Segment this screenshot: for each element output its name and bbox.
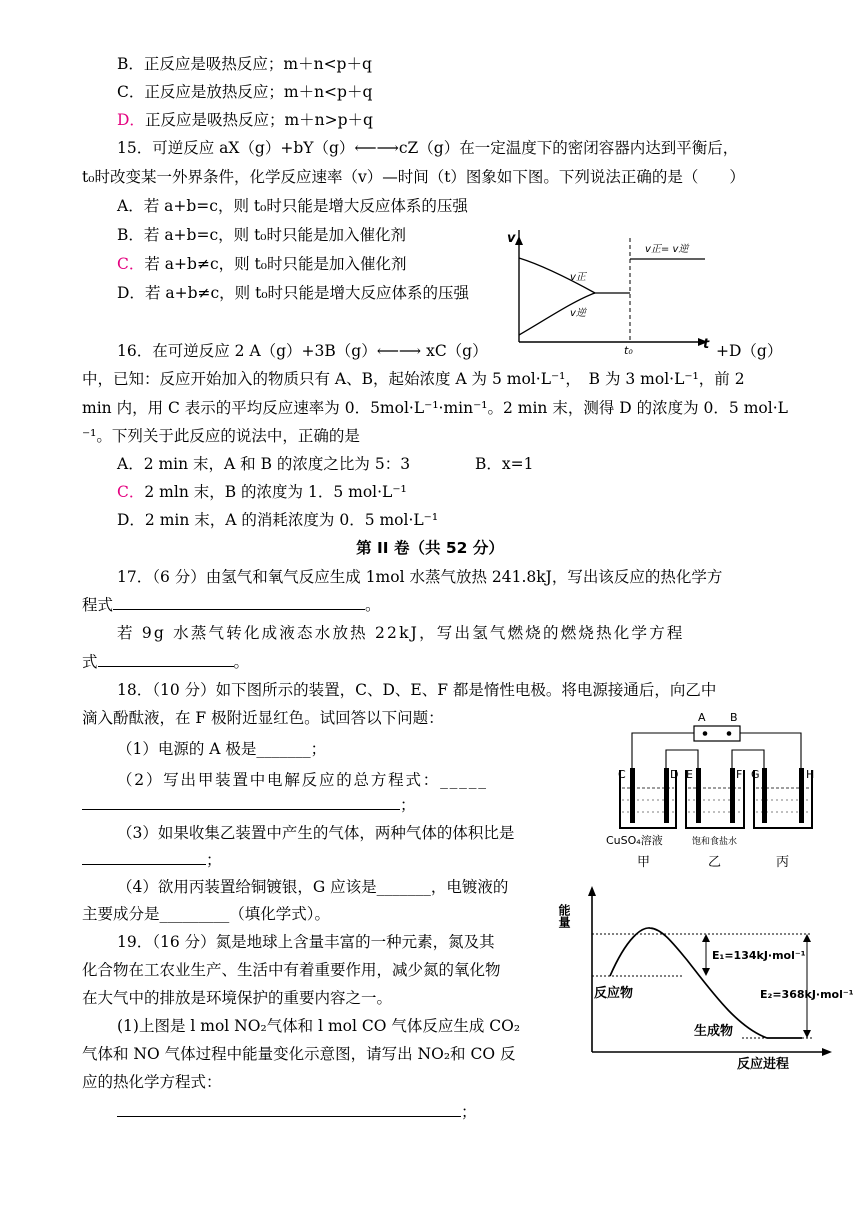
q18-sub2-blank-line: ； <box>82 794 416 816</box>
q15-x-axis-label: t <box>703 337 710 352</box>
wire-f-to-g <box>732 750 764 768</box>
q18-sub4-line2: 主要成分是_________（填化学式）。 <box>82 905 331 923</box>
q18-sub3-blank-line: ； <box>82 849 222 871</box>
electrode-g <box>762 768 767 823</box>
svg-text:E: E <box>686 768 693 781</box>
apparatus-bing-label: 丙 <box>776 855 790 870</box>
q15-equilibrium-label: v正= v逆 <box>645 244 689 255</box>
solution-yi-label: 饱和食盐水 <box>692 837 738 847</box>
svg-text:B: B <box>730 711 738 724</box>
q17-line3: 若 9g 水蒸气转化成液态水放热 22kJ，写出氢气燃烧的燃烧热化学方程 <box>117 624 685 642</box>
q18-sub2: （2）写出甲装置中电解反应的总方程式：_____ <box>117 771 488 789</box>
q14-option-c: C．正反应是放热反应；m＋n<p＋q <box>117 83 373 101</box>
q19-line2: 化合物在工农业生产、生活中有着重要作用，减少氮的氧化物 <box>82 961 501 979</box>
q15-stem-line1: 15．可逆反应 aX（g）+bY（g）⟵⟶cZ（g）在一定温度下的密闭容器内达到平衡后， <box>117 139 739 157</box>
energy-axis-label: 能量 <box>557 904 571 928</box>
electrode-f <box>730 768 735 823</box>
q18-electrolysis-apparatus <box>604 708 844 873</box>
q18-sub4: （4）欲用丙装置给铜镀银，G 应该是_______，电镀液的 <box>117 878 509 896</box>
power-supply <box>694 726 740 741</box>
q19-energy-diagram <box>557 882 854 1072</box>
q14-option-b: B．正反应是吸热反应；m＋n<p＋q <box>117 55 372 73</box>
q15-y-axis-label: v <box>507 231 516 246</box>
products-label: 生成物 <box>694 1024 734 1039</box>
q15-option-a: A．若 a+b=c，则 t₀时只能是增大反应体系的压强 <box>117 197 468 215</box>
q16-stem-line1-tail: +D（g） <box>716 342 783 360</box>
electrode-e <box>696 768 701 823</box>
q15-option-b: B．若 a+b=c，则 t₀时只能是加入催化剂 <box>117 226 407 244</box>
q19-line3: 在大气中的排放是环境保护的重要内容之一。 <box>82 989 393 1007</box>
q19-line1: 19．（16 分）氮是地球上含量丰富的一种元素，氮及其 <box>117 933 495 951</box>
q16-option-d: D．2 min 末，A 的消耗浓度为 0．5 mol·L⁻¹ <box>117 511 439 529</box>
q16-stem-line3: min 内，用 C 表示的平均反应速率为 0．5mol·L⁻¹·min⁻¹。2 min 末，测得 D 的浓度为 0．5 mol·L <box>82 399 788 417</box>
q16-option-c: C．2 mln 末，B 的浓度为 1．5 mol·L⁻¹ <box>117 483 407 501</box>
q16-option-a: A．2 min 末，A 和 B 的浓度之比为 5：3 <box>117 455 411 473</box>
apparatus-yi-label: 乙 <box>708 855 722 870</box>
apparatus-jia-label: 甲 <box>637 855 651 870</box>
q18-sub3: （3）如果收集乙装置中产生的气体，两种气体的体积比是 <box>117 824 515 842</box>
svg-text:H: H <box>806 768 815 781</box>
svg-text:A: A <box>698 711 706 724</box>
q15-t0-label: t₀ <box>624 344 633 357</box>
svg-text:C: C <box>618 768 626 781</box>
e1-label: E₁=134kJ·mol⁻¹ <box>712 949 806 962</box>
q19-line5: 气体和 NO 气体过程中能量变化示意图，请写出 NO₂和 CO 反 <box>82 1045 516 1063</box>
electrode-d <box>664 768 669 823</box>
q17-line2: 程式 。 <box>82 596 381 614</box>
q15-v-forward-label: v正 <box>570 272 586 283</box>
q15-option-d: D．若 a+b≠c，则 t₀时只能是增大反应体系的压强 <box>117 284 470 302</box>
svg-text:D: D <box>670 768 679 781</box>
q15-v-reverse-label: v逆 <box>570 308 586 319</box>
wire-d-to-e <box>666 750 698 768</box>
solution-jia-label: CuSO₄溶液 <box>606 834 663 847</box>
q15-stem-line2: t₀时改变某一外界条件，化学反应速率（v）—时间（t）图象如下图。下列说法正确的是（ ） <box>82 168 745 186</box>
q15-vt-graph <box>505 230 715 355</box>
q19-line6: 应的热化学方程式： <box>82 1073 222 1091</box>
q17-line4: 式 。 <box>82 653 250 671</box>
svg-text:F: F <box>736 768 743 781</box>
electrode-h <box>799 768 804 823</box>
q18-line2: 滴入酚酞液，在 F 极附近显红色。试回答以下问题： <box>82 709 444 727</box>
q19-line4: (1)上图是 l mol NO₂气体和 l mol CO 气体反应生成 CO₂ <box>117 1017 521 1035</box>
q16-stem-line1: 16．在可逆反应 2 A（g）+3B（g）⟵⟶ xC（g） <box>117 342 488 360</box>
q15-option-c: C．若 a+b≠c，则 t₀时只能是加入催化剂 <box>117 255 407 273</box>
q16-stem-line2: 中，已知：反应开始加入的物质只有 A、B，起始浓度 A 为 5 mol·L⁻¹， B 为 3 mol·L⁻¹，前 2 <box>82 370 745 388</box>
q14-option-d: D．正反应是吸热反应；m＋n>p＋q <box>117 111 373 129</box>
q17-line1: 17．（6 分）由氢气和氧气反应生成 1mol 水蒸气放热 241.8kJ，写出该反应的热化学方 <box>117 568 723 586</box>
q18-line1: 18．（10 分）如下图所示的装置，C、D、E、F 都是惰性电极。将电源接通后，向乙中 <box>117 681 717 699</box>
q16-stem-line4: ⁻¹。下列关于此反应的说法中，正确的是 <box>82 427 360 445</box>
q16-option-b: B．x=1 <box>475 455 534 473</box>
q19-line7-blank: ； <box>117 1101 477 1123</box>
reaction-progress-label: 反应进程 <box>737 1057 790 1072</box>
svg-text:G: G <box>751 768 760 781</box>
reactants-label: 反应物 <box>594 986 634 1001</box>
q18-sub1: （1）电源的 A 极是_______； <box>117 740 327 758</box>
section-2-title: 第 II 卷（共 52 分） <box>356 539 504 557</box>
e2-label: E₂=368kJ·mol⁻¹ <box>760 988 854 1001</box>
electrode-c <box>630 768 635 823</box>
